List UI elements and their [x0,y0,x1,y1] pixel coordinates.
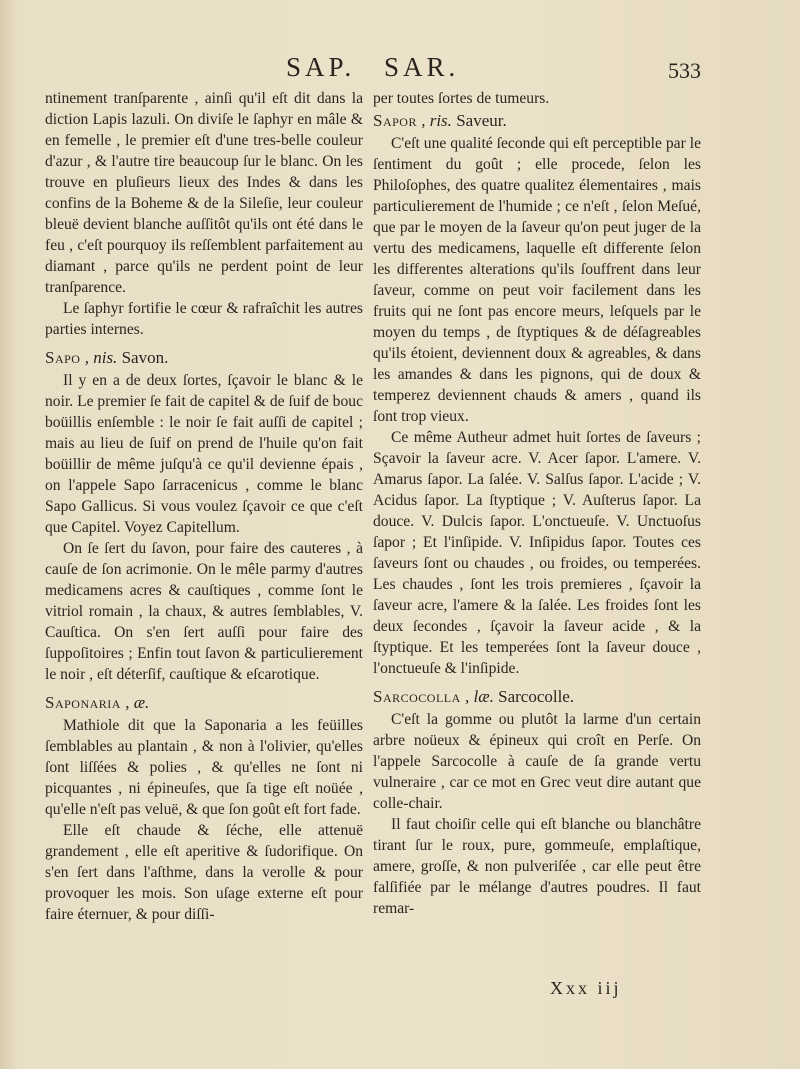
paragraph: C'eſt une qualité ſeconde qui eſt perceptible par le ſentiment du goût ; elle procede, ſelon les Philoſophes, des quatre qualitez élementaires , mais particulierement de l'humide ; ce n'eſt , ſelon Meſué, que par le moyen de la ſaveur qu'on peut juger de la vertu des medicamens, laquelle eſt differente ſelon les differentes alterations qu'ils ſouffrent dans leur ſaveur, comme on peut voir facilement dans les fruits qui ne ſont pas encore meurs, leſquels par le moyen du temps , de ſtyptiques & de déſagreables qu'ils étoient, deviennent doux & agreables, & dans les amandes & dans les pignons, qui de doux & temperez deviennent chauds & amers , quand ils ſont trop vieux. [373,135,701,425]
grammar-note: , nis. [84,348,118,367]
translation: Savon. [121,348,169,367]
paragraph: per toutes ſortes de tumeurs. [373,90,550,107]
translation: Sarcocolle. [498,687,575,706]
paragraph: Elle eſt chaude & ſéche, elle attenuë grandement , elle eſt aperitive & ſudorifique. On s'en ſert dans l'aſthme, dans la verolle & pour provoquer les mois. Son uſage externe eſt pour faire éternuer, & pour diſſi- [45,822,363,923]
headword: Sarcocolla [373,687,461,706]
paragraph: ntinement tranſparente , ainſi qu'il eſt dit dans la diction Lapis lazuli. On diviſe le ſaphyr en mâle & en femelle , le premier eſt d'une tres-belle couleur d'azur , & l'autre tire beaucoup ſur le blanc. On les trouve en pluſieurs lieux des Indes & dans les confins de la Boheme & de la Sileſie, leur couleur bleuë devient blanche auſſitôt qu'ils ont été dans le feu , c'eſt pourquoy ils reſſemblent parfaitement au diamant , parce qu'ils ne perdent point de leur tranſparence. [45,90,363,296]
paragraph: On ſe ſert du ſavon, pour faire des cauteres , à cauſe de ſon acrimonie. On le mêle parmy d'autres medicamens acres & cauſtiques , comme ſont le vitriol romain , la chaux, & autres ſemblables, V. Cauſtica. On s'en ſert auſſi pour faire des ſuppoſitoires ; Enfin tout ſavon & particulierement le noir , eſt déterſif, cauſtique & eſcarotique. [45,540,363,683]
paragraph: Il faut choiſir celle qui eſt blanche ou blanchâtre tirant ſur le roux, pure, gommeuſe, emplaſtique, amere, groſſe, & non pulveriſée , car elle peut être falſifiée par le mélange d'autres poudres. Il faut remar- [373,816,701,917]
running-head-right: SAR. [384,52,460,82]
headword: Saponaria [45,693,121,712]
entry-heading-saponaria [45,691,363,715]
headword: Sapo [45,348,81,367]
right-column [373,88,701,919]
headword: Sapor [373,111,417,130]
paragraph: Ce même Autheur admet huit ſortes de ſaveurs ; Sçavoir la ſaveur acre. V. Acer ſapor. L'amere. V. Amarus ſapor. La ſalée. V. Salſus ſapor. L'acide ; V. Acidus ſapor. La ſtyptique ; V. Auſterus ſapor. La douce. V. Dulcis ſapor. L'onctueuſe. V. Unctuoſus ſapor ; Et l'inſipide. V. Inſipidus ſapor. Toutes ces ſaveurs ſont ou chaudes , ou froides, ou temperées. Les chaudes , ſont les trois premieres , ſçavoir la ſaveur acre, l'amere & la ſalée. Les froides ſont les deux ſecondes , ſçavoir la ſaveur acide , & la ſtyptique. Et les temperées ſont la ſaveur douce , l'onctueuſe & l'inſipide. [373,429,701,677]
left-column [45,88,363,925]
entry-heading-sapo [45,346,363,370]
paragraph: Il y en a de deux ſortes, ſçavoir le blanc & le noir. Le premier ſe fait de capitel & de ſuif de bouc boüillis enſemble : le noir ſe fait auſſi de capitel ; mais au lieu de ſuif on prend de l'huile qu'on fait boüillir de même juſqu'à ce qu'il devienne épais , on l'appele Sapo ſarracenicus , comme le blanc Sapo Gallicus. Si vous voulez ſçavoir ce que c'eſt que Capitel. Voyez Capitellum. [45,372,363,536]
entry-heading-sapor [373,109,701,133]
grammar-note: , læ. [465,687,494,706]
paragraph: C'eſt la gomme ou plutôt la larme d'un certain arbre noüeux & épineux qui croît en Perſe. On l'appele Sarcocolle à cauſe de ſa grande vertu vulneraire , car ce mot en Grec veut dire autant que colle-chair. [373,711,701,812]
running-head-left: SAP. [286,52,356,82]
paragraph: Le ſaphyr fortifie le cœur & rafraîchit les autres parties internes. [45,300,363,338]
page-number: 533 [668,58,701,83]
paragraph: Mathiole dit que la Saponaria a les feüilles ſemblables au plantain , & non à l'olivier, qu'elles ſont liſſées & polies , & qu'elles ne ſont ni picquantes , ni épineuſes, que ſa tige eſt noüée , qu'elle n'eſt pas veluë, & que ſon goût eſt fort fade. [45,717,363,818]
running-header [0,52,800,92]
grammar-note: , ris. [421,111,452,130]
translation: Saveur. [456,111,507,130]
entry-heading-sarcocolla [373,685,701,709]
signature-mark: Xxx iij [550,978,622,998]
grammar-note: , æ. [125,693,150,712]
